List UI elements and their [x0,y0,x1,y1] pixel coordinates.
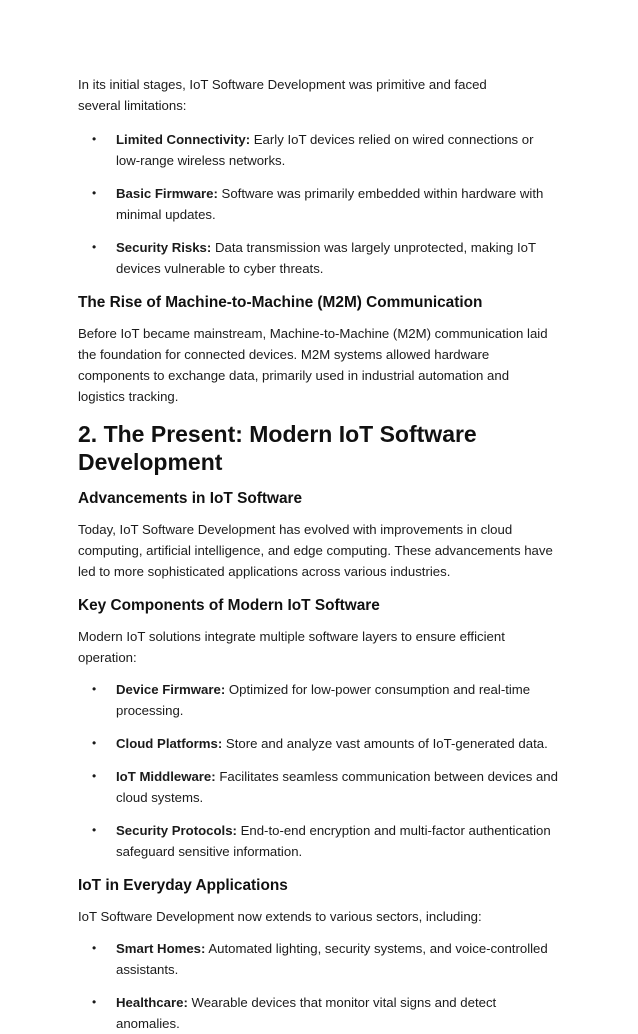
list-item-text: Data transmission was largely unprotected, making IoT devices vulnerable to cyber threats. [116,240,536,276]
list-item [78,938,560,980]
list-item-text: End-to-end encryption and multi-factor authentication safeguard sensitive information. [116,823,551,859]
components-heading: Key Components of Modern IoT Software [78,597,380,614]
list-item-term: Security Risks: [116,240,212,255]
section-2-heading: 2. The Present: Modern IoT Software Development [78,421,477,475]
list-item-text: Store and analyze vast amounts of IoT-generated data. [222,736,548,751]
bullet-icon: • [92,995,97,1009]
bullet-icon: • [92,132,97,146]
bullet-icon: • [92,682,97,696]
bullet-icon: • [92,941,97,955]
bullet-icon: • [92,769,97,783]
list-item-text: Automated lighting, security systems, and voice-controlled assistants. [116,941,548,977]
list-item-text: Facilitates seamless communication between devices and cloud systems. [116,769,558,805]
early-limitations-list [78,129,560,279]
bullet-icon: • [92,823,97,837]
components-paragraph: Modern IoT solutions integrate multiple software layers to ensure efficient operation: [78,629,505,665]
m2m-paragraph: Before IoT became mainstream, Machine-to-Machine (M2M) communication laid the foundation for connected devices. M2M systems allowed hardware components to exchange data, primarily used in industrial automation and logistics tracking. [78,326,548,404]
list-item [78,733,560,754]
intro-paragraph: In its initial stages, IoT Software Development was primitive and faced several limitations: [78,77,487,113]
advancements-paragraph: Today, IoT Software Development has evolved with improvements in cloud computing, artificial intelligence, and edge computing. These advancements have led to more sophisticated applications across various industries. [78,522,553,579]
everyday-paragraph: IoT Software Development now extends to various sectors, including: [78,909,482,924]
list-item-term: Limited Connectivity: [116,132,251,147]
m2m-heading: The Rise of Machine-to-Machine (M2M) Communication [78,294,483,311]
list-item-term: Smart Homes: [116,941,206,956]
list-item [78,679,560,721]
everyday-list [78,938,560,1034]
list-item-text: Optimized for low-power consumption and real-time processing. [116,682,531,718]
list-item [78,766,560,808]
bullet-icon: • [92,186,97,200]
list-item-term: IoT Middleware: [116,769,216,784]
advancements-heading: Advancements in IoT Software [78,490,303,507]
everyday-heading: IoT in Everyday Applications [78,877,288,894]
list-item [78,237,560,279]
bullet-icon: • [92,240,97,254]
list-item-text: Software was primarily embedded within hardware with minimal updates. [116,186,544,222]
list-item [78,820,560,862]
bullet-icon: • [92,736,97,750]
list-item-term: Healthcare: [116,995,188,1010]
list-item-term: Security Protocols: [116,823,237,838]
list-item [78,183,560,225]
list-item [78,992,560,1034]
list-item-term: Cloud Platforms: [116,736,223,751]
list-item-term: Device Firmware: [116,682,226,697]
list-item-text: Wearable devices that monitor vital signs and detect anomalies. [116,995,497,1031]
list-item-term: Basic Firmware: [116,186,218,201]
list-item [78,129,560,171]
components-list [78,679,560,862]
list-item-text: Early IoT devices relied on wired connections or low-range wireless networks. [116,132,534,168]
